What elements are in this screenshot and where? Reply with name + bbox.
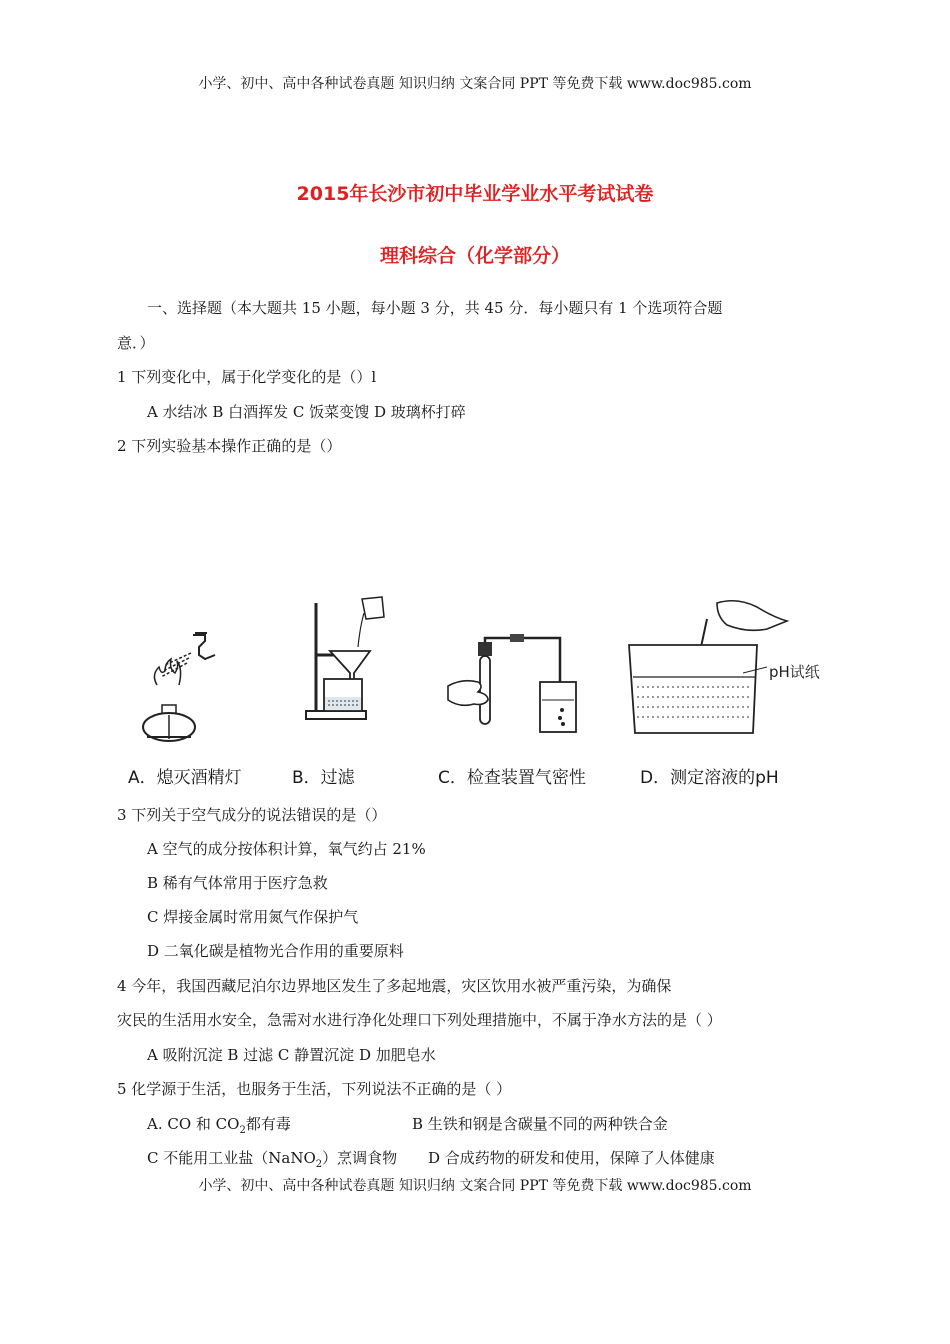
q3-option-a: A 空气的成分按体积计算，氧气约占 21% <box>147 840 426 858</box>
figure-a-alcohol-lamp <box>135 625 250 750</box>
figure-c-gas-tightness <box>440 620 600 745</box>
q3-option-d: D 二氧化碳是植物光合作用的重要原料 <box>147 942 404 960</box>
caption-d: D．测定溶液的pH <box>640 768 779 788</box>
section-intro-line-1: 一、选择题（本大题共 15 小题，每小题 3 分，共 45 分．每小题只有 1 个选项符合题 <box>147 299 723 317</box>
q4-options: A 吸附沉淀 B 过滤 C 静置沉淀 D 加肥皂水 <box>147 1046 436 1064</box>
page-footer: 小学、初中、高中各种试卷真题 知识归纳 文案合同 PPT 等免费下载 www.doc985.com <box>198 1178 752 1194</box>
q2-stem: 2 下列实验基本操作正确的是（） <box>117 437 342 455</box>
q5-option-b: B 生铁和钢是含碳量不同的两种铁合金 <box>412 1115 668 1133</box>
ph-paper-label: pH试纸 <box>769 663 820 681</box>
q3-option-b: B 稀有气体常用于医疗急救 <box>147 874 328 892</box>
figure-d-ph-measurement <box>625 595 825 745</box>
q4-stem-line-1: 4 今年，我国西藏尼泊尔边界地区发生了多起地震，灾区饮用水被严重污染，为确保 <box>117 977 672 995</box>
q1-options: A 水结冰 B 白酒挥发 C 饭菜变馊 D 玻璃杯打碎 <box>147 403 466 421</box>
caption-b: B．过滤 <box>292 768 355 788</box>
page-header: 小学、初中、高中各种试卷真题 知识归纳 文案合同 PPT 等免费下载 www.doc985.com <box>198 76 752 92</box>
exam-title: 2015年长沙市初中毕业学业水平考试试卷 <box>296 183 654 205</box>
exam-subtitle: 理科综合（化学部分） <box>379 245 570 267</box>
figure-b-filtration <box>300 595 390 745</box>
q5-option-d: D 合成药物的研发和使用，保障了人体健康 <box>428 1149 715 1167</box>
q5-option-c: C 不能用工业盐（NaNO$_2$）烹调食物 <box>147 1149 398 1170</box>
q3-stem: 3 下列关于空气成分的说法错误的是（） <box>117 806 387 824</box>
section-intro-line-2: 意．） <box>117 334 155 352</box>
q3-option-c: C 焊接金属时常用氮气作保护气 <box>147 908 359 926</box>
caption-c: C．检查装置气密性 <box>438 768 586 788</box>
q5-option-a: A. CO 和 $CO_2$都有毒 <box>147 1115 291 1136</box>
q5-stem: 5 化学源于生活，也服务于生活，下列说法不正确的是（ ） <box>117 1080 512 1098</box>
q1-stem: 1 下列变化中，属于化学变化的是（）l <box>117 368 377 386</box>
q4-stem-line-2: 灾民的生活用水安全，急需对水进行净化处理口下列处理措施中，不属于净水方法的是（ ） <box>117 1011 722 1029</box>
caption-a: A．熄灭酒精灯 <box>128 768 242 788</box>
